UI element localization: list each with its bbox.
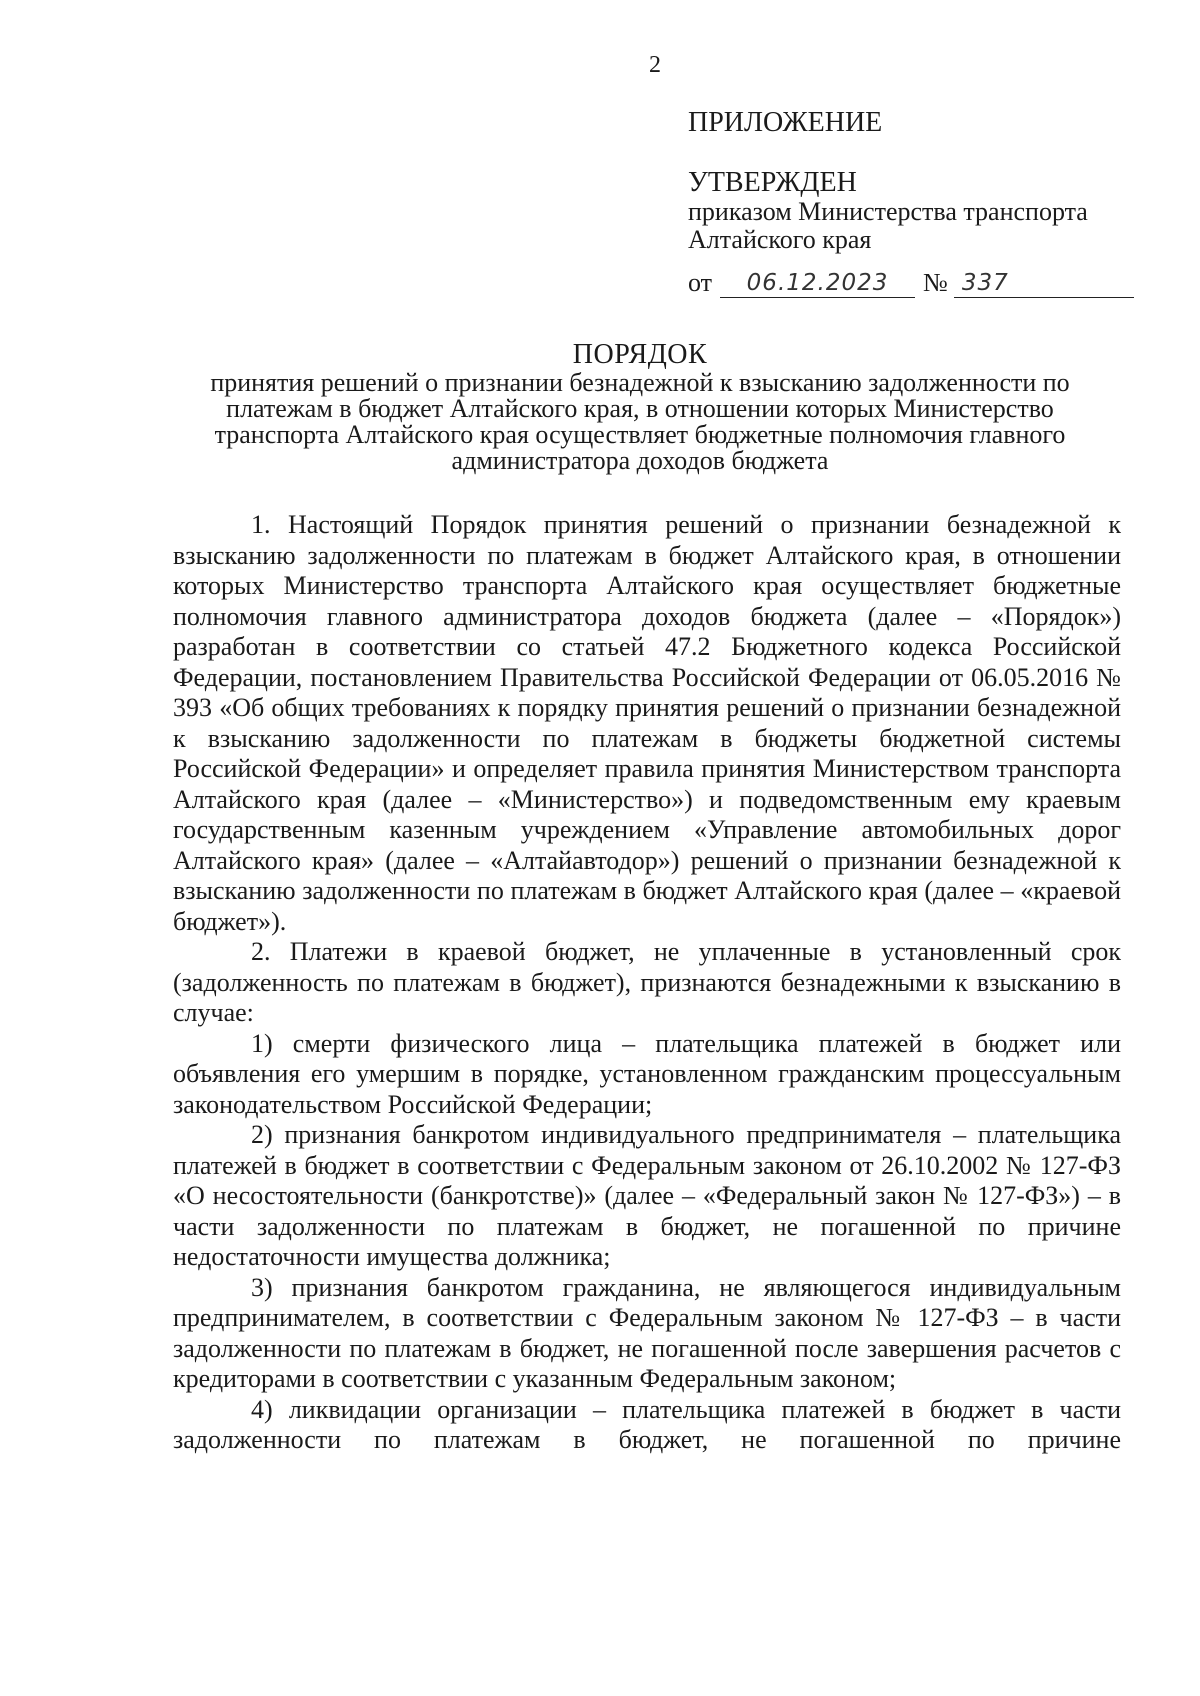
title-sub-line-1: принятия решений о признании безнадежной к взысканию задолженности по xyxy=(210,368,1070,397)
handwritten-number: 337 xyxy=(954,269,1134,298)
paragraph-5: 3) признания банкротом гражданина, не являющегося индивидуальным предпринимателем, в соответствии с Федеральным законом № 127-ФЗ – в части задолженности по платежам в бюджет, не погашенной после завершения расчетов с кредиторами в соответствии с указанным Федеральным законом; xyxy=(173,1272,1121,1393)
paragraph-2: 2. Платежи в краевой бюджет, не уплаченные в установленный срок (задолженность по платежам в бюджет), признаются безнадежными к взысканию в случае: xyxy=(173,937,1121,1027)
approved-label: УТВЕРЖДЕН xyxy=(688,167,857,198)
document-body xyxy=(173,510,1121,1456)
paragraph-6: 4) ликвидации организации – плательщика платежей в бюджет в части задолженности по платежам в бюджет, не погашенной по причине xyxy=(173,1394,1121,1454)
approval-region-line: Алтайского края xyxy=(688,225,872,254)
title-sub-line-3: транспорта Алтайского края осуществляет бюджетные полномочия главного xyxy=(214,420,1066,449)
title-sub-line-2: платежам в бюджет Алтайского края, в отношении которых Министерство xyxy=(226,394,1054,423)
approval-order-line: приказом Министерства транспорта xyxy=(688,197,1088,226)
appendix-label: ПРИЛОЖЕНИЕ xyxy=(688,107,883,138)
paragraph-4: 2) признания банкротом индивидуального предпринимателя – плательщика платежей в бюджет в соответствии с Федеральным законом от 26.10.2002 № 127-ФЗ «О несостоятельности (банкротстве)» (далее – «Федеральный закон № 127-ФЗ») – в части задолженности по платежам в бюджет, не погашенной по причине недостаточности имущества должника; xyxy=(173,1120,1121,1271)
approval-date-line xyxy=(688,268,1158,298)
title-sub-line-4: администратора доходов бюджета xyxy=(451,446,829,475)
number-prefix: № xyxy=(923,268,948,297)
title-main: ПОРЯДОК xyxy=(572,339,708,370)
appendix-block xyxy=(688,108,1158,298)
date-prefix: от xyxy=(688,268,713,297)
paragraph-3: 1) смерти физического лица – плательщика платежей в бюджет или объявления его умершим в порядке, установленном гражданским процессуальным законодательством Российской Федерации; xyxy=(173,1028,1121,1119)
handwritten-date: 06.12.2023 xyxy=(720,269,915,298)
page-number: 2 xyxy=(649,52,661,78)
document-title xyxy=(160,340,1120,474)
paragraph-1: 1. Настоящий Порядок принятия решений о признании безнадежной к взысканию задолженности по платежам в бюджет Алтайского края, в отношении которых Министерство транспорта Алтайского края осуществляет бюджетные полномочия главного администратора доходов бюджета (далее – «Порядок») разработан в соответствии со статьей 47.2 Бюджетного кодекса Российской Федерации, постановлением Правительства Российской Федерации от 06.05.2016 № 393 «Об общих требованиях к порядку принятия решений о признании безнадежной к взысканию задолженности по платежам в бюджеты бюджетной системы Российской Федерации» и определяет правила принятия Министерством транспорта Алтайского края (далее – «Министерство») и подведомственным ему краевым государственным казенным учреждением «Управление автомобильных дорог Алтайского края» (далее – «Алтайавтодор») решений о признании безнадежной к взысканию задолженности по платежам в бюджет Алтайского края (далее – «краевой бюджет»). xyxy=(173,510,1121,936)
